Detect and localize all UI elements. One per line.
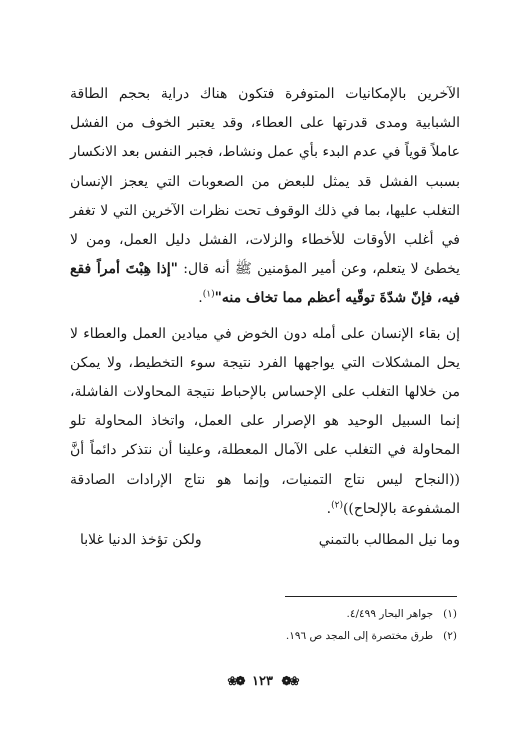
footnote-text: جواهر البحار ٤/٤٩٩. <box>346 608 434 620</box>
footnote-item <box>67 625 457 647</box>
footnotes <box>67 603 457 647</box>
footnote-number: (١) <box>443 608 457 620</box>
ornament-right-icon: ❀❁ <box>281 674 298 688</box>
quote-text: "إذا هِبْتَ أمراً فقع فيه، فإنّ شدّةَ توقّيه أعظم مما تخاف منه" <box>70 261 460 307</box>
paragraph-1-text: الآخرين بالإمكانيات المتوفرة فتكون هناك دراية بحجم الطاقة الشبابية ومدى قدرتها على العطاء، وقد يعتبر الخوف من الفشل عاملاً قوياً في عدم البدء بأي عمل ونشاط، فجبر النفس بعد الانكسار بسبب الفشل قد يمثل للبعض من الصعوبات التي يعجز الإنسان التغلب عليها، بما في ذلك الوقوف تحت نظرات الآخرين التي لا تغفر في أغلب الأوقات للأخطاء والزلات، الفشل دليل العمل، ومن لا يخطئ لا يتعلم، وعن أمير المؤمنين ﷺ أنه قال: <box>70 86 461 278</box>
paragraph-1-end: . <box>198 290 203 307</box>
footnote-text: طرق مختصرة إلى المجد ص ١٩٦. <box>285 630 434 642</box>
paragraph-2 <box>70 320 460 524</box>
footnote-divider <box>285 596 457 597</box>
page-body <box>70 80 460 555</box>
footnote-ref-1: (١) <box>202 289 215 300</box>
paragraph-2-end: . <box>326 500 332 517</box>
page-number-block <box>0 674 525 689</box>
footnote-number: (٢) <box>443 630 457 642</box>
paragraph-2-text: إن بقاء الإنسان على أمله دون الخوض في ميادين العمل والعطاء لا يحل المشكلات التي يواجهها الفرد نتيجة سوء التخطيط، ولا يمكن من خلالها التغلب على الإحساس بالإحباط نتيجة المحاولات الفاشلة، إنما السبيل الوحيد هو الإصرار على العمل، واتخاذ المحاولة تلو المحاولة في التغلب على الآمال المعطلة، وعلينا أن نتذكر دائماً أنَّ ((النجاح ليس نتاج التمنيات، وإنما هو نتاج الإرادات الصادقة المشفوعة بالإلحاح)) <box>70 325 460 517</box>
footnote-item <box>67 603 457 625</box>
poem-verse <box>70 526 460 555</box>
poem-hemistich-2: ولكن تؤخذ الدنيا غلابا <box>80 532 202 549</box>
paragraph-1 <box>70 80 460 314</box>
poem-hemistich-1: وما نيل المطالب بالتمني <box>318 532 460 549</box>
page-number: ١٢٣ <box>252 674 273 689</box>
footnote-ref-2: (٢) <box>331 500 343 511</box>
ornament-left-icon: ❁❀ <box>227 674 244 688</box>
